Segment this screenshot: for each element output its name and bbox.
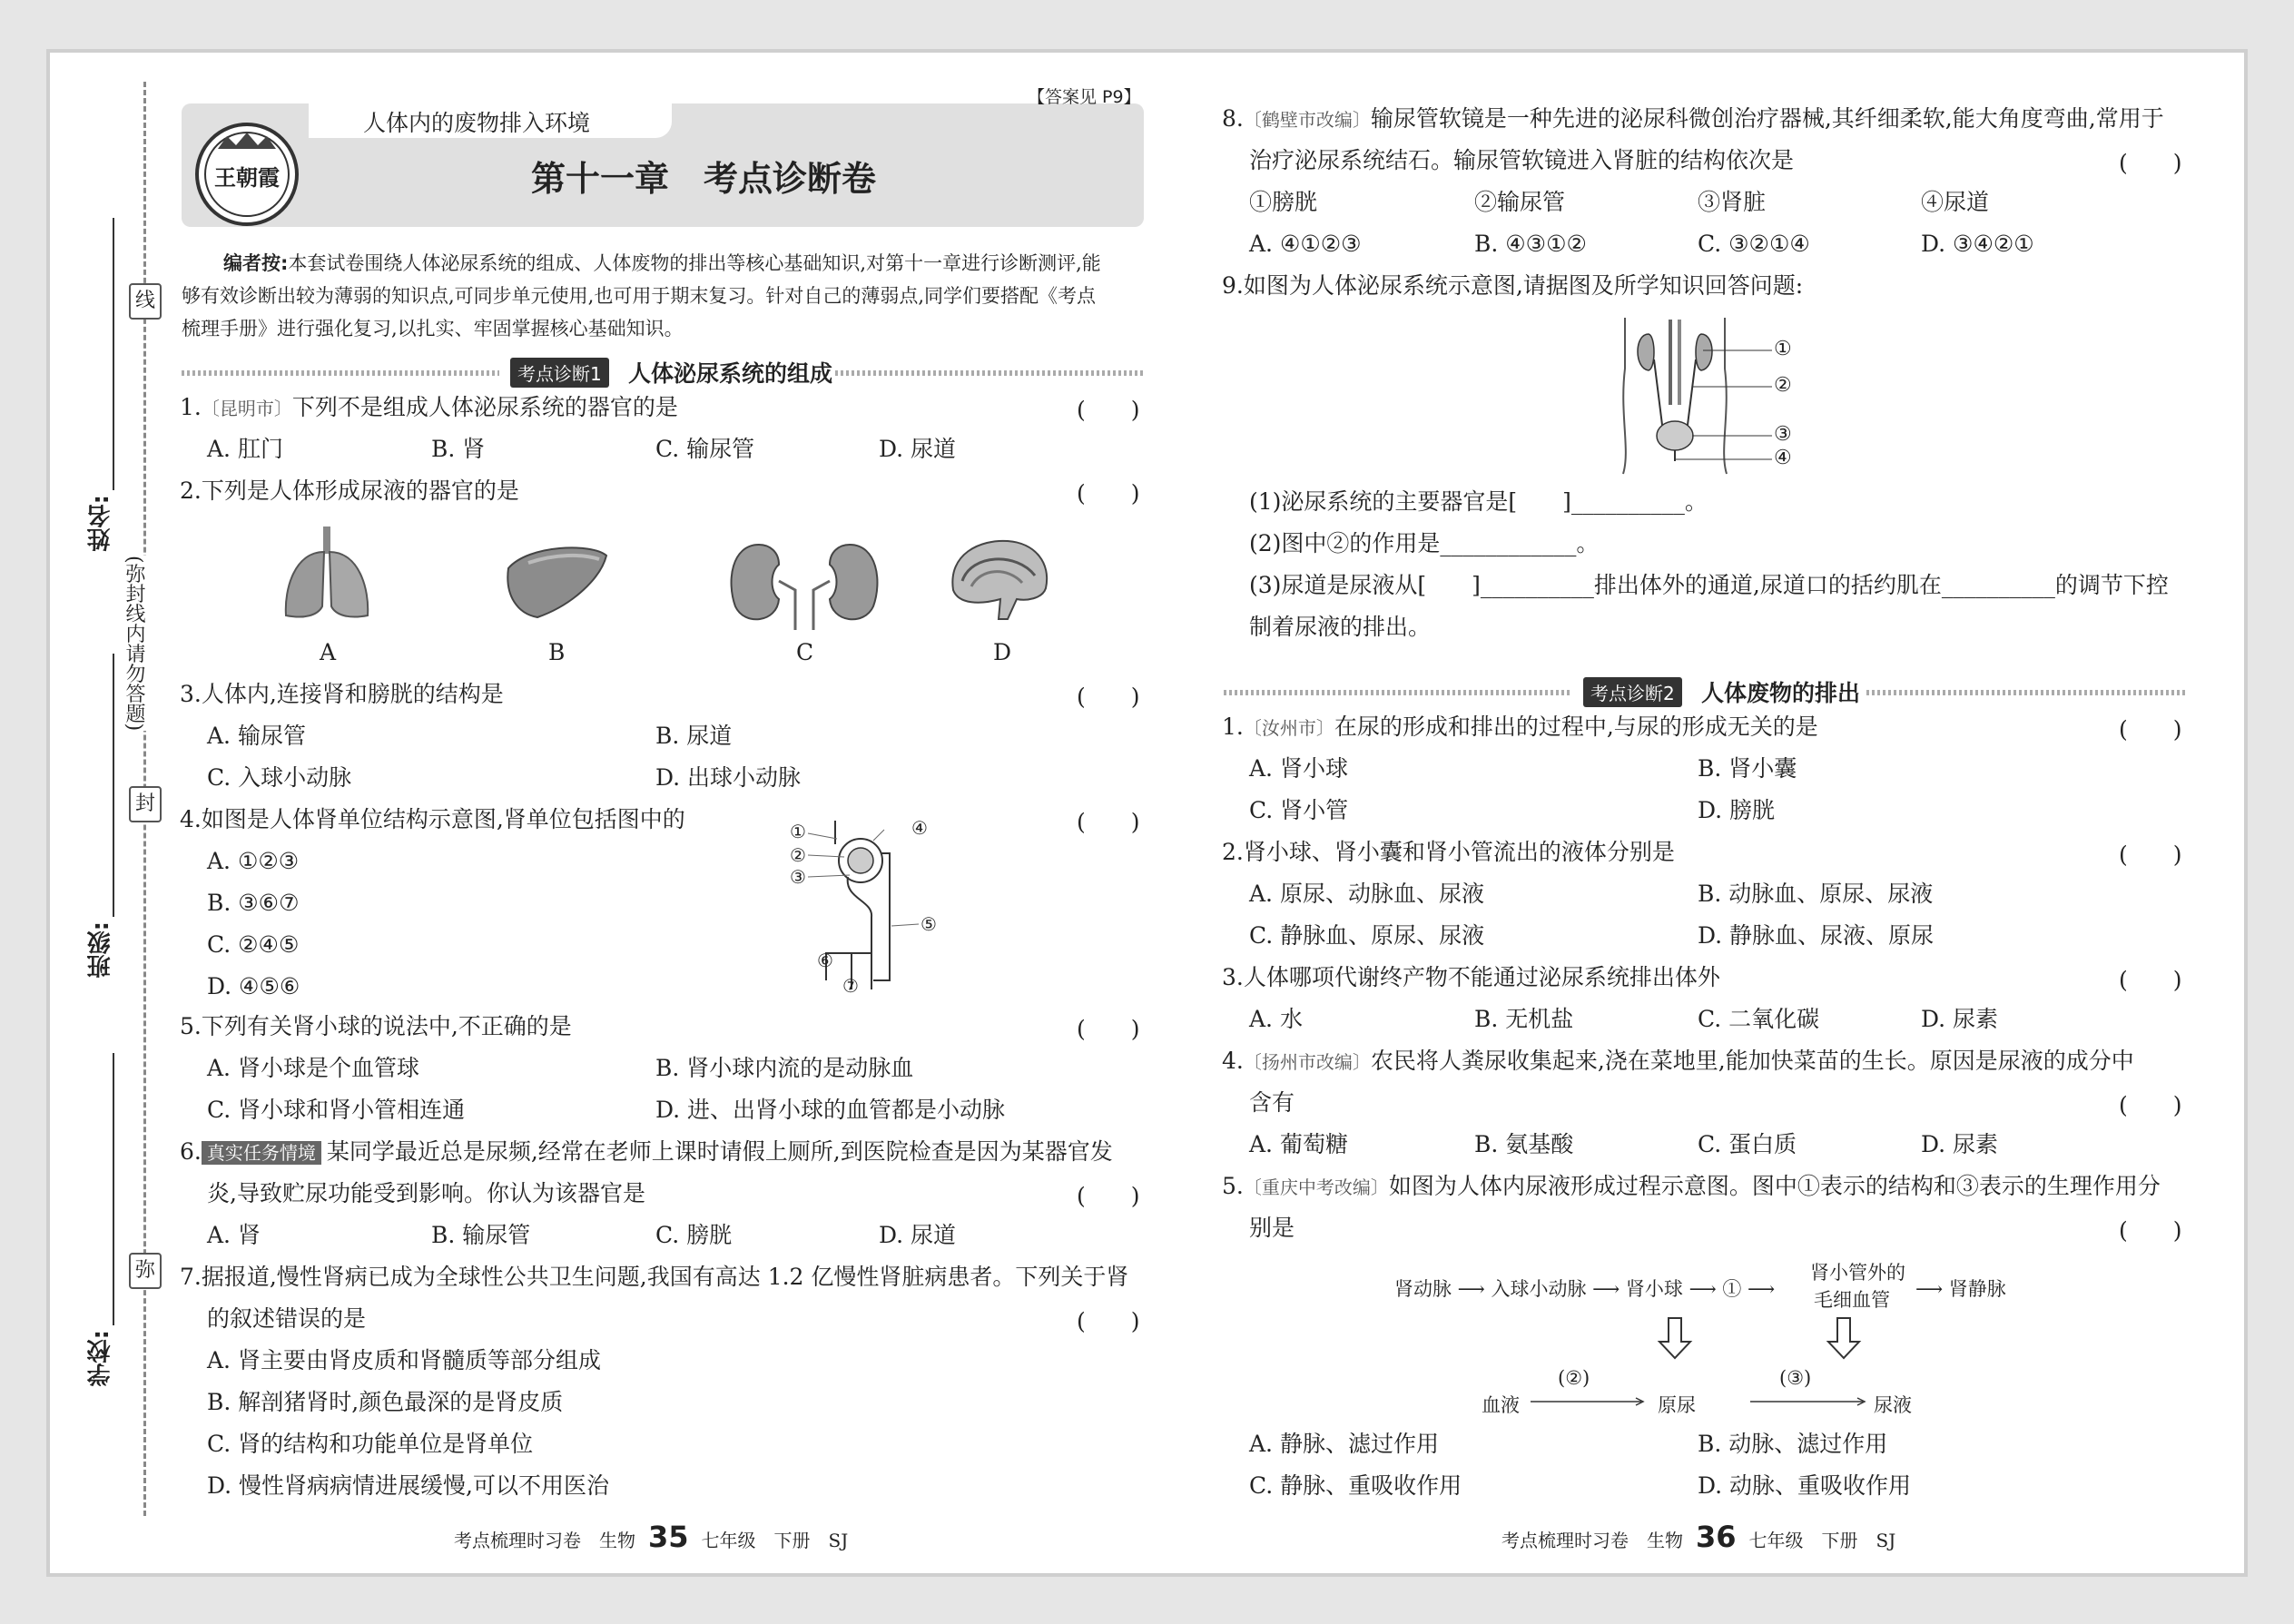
option-s2-3a[interactable]: A. 水 [1249, 1006, 1303, 1032]
answer-blank-s2-3[interactable]: ( ) [2119, 967, 2182, 993]
option-s2-1d[interactable]: D. 膀胱 [1698, 797, 1776, 823]
option-s2-2d[interactable]: D. 静脉血、尿液、原尿 [1698, 922, 1935, 949]
nephron-label-5: ⑤ [921, 913, 937, 935]
option-7a[interactable]: A. 肾主要由肾皮质和肾髓质等部分组成 [207, 1347, 601, 1373]
answer-blank-s2-4[interactable]: ( ) [2119, 1092, 2182, 1118]
question-7-cont: 的叙述错误的是 [207, 1305, 367, 1332]
option-1c[interactable]: C. 输尿管 [655, 436, 755, 462]
option-3b[interactable]: B. 尿道 [655, 723, 733, 749]
question-2: 2.下列是人体形成尿液的器官的是 [180, 477, 519, 504]
question-s2-4-cont: 含有 [1249, 1089, 1295, 1116]
option-s2-5d[interactable]: D. 动脉、重吸收作用 [1698, 1472, 1912, 1499]
page-number-right: 36 [1696, 1520, 1737, 1554]
answer-reference: 【答案见 P9】 [1028, 87, 1141, 107]
answer-blank-1[interactable]: ( ) [1077, 397, 1140, 423]
nephron-label-3: ③ [790, 866, 806, 888]
flow-end: ⟶ 肾静脉 [1915, 1278, 2006, 1300]
page-title: 第十一章 考点诊断卷 [531, 159, 877, 199]
option-1a[interactable]: A. 肛门 [207, 436, 283, 462]
option-8b[interactable]: B. ④③①② [1474, 231, 1587, 257]
option-8a[interactable]: A. ④①②③ [1249, 231, 1362, 257]
school-label: 学校: [87, 1330, 114, 1387]
option-7c[interactable]: C. 肾的结构和功能单位是肾单位 [207, 1431, 534, 1457]
item-8-3: ③肾脏 [1698, 189, 1767, 215]
section-title-2: 人体废物的排出 [1701, 680, 1861, 706]
question-6-cont: 炎,导致贮尿功能受到影响。你认为该器官是 [207, 1180, 645, 1206]
answer-blank-s2-5[interactable]: ( ) [2119, 1217, 2182, 1244]
section-title-1: 人体泌尿系统的组成 [628, 360, 833, 387]
option-3c[interactable]: C. 入球小动脉 [207, 764, 352, 791]
section-badge-1: 考点诊断1 [510, 358, 609, 388]
option-s2-2c[interactable]: C. 静脉血、原尿、尿液 [1249, 922, 1485, 949]
item-8-2: ②输尿管 [1474, 189, 1566, 215]
kidneys-image [723, 536, 886, 634]
footer-left: 考点梳理时习卷 生物 35 七年级 下册 SJ [454, 1520, 849, 1554]
option-s2-1b[interactable]: B. 肾小囊 [1698, 755, 1797, 782]
urinary-label-2: ② [1774, 374, 1792, 397]
publisher-logo [191, 118, 303, 231]
question-5: 5.下列有关肾小球的说法中,不正确的是 [180, 1013, 572, 1039]
option-1b[interactable]: B. 肾 [431, 436, 486, 462]
option-4c[interactable]: C. ②④⑤ [207, 931, 300, 958]
nephron-label-1: ① [790, 821, 806, 842]
option-s2-4d[interactable]: D. 尿素 [1921, 1131, 1999, 1157]
question-8-cont: 治疗泌尿系统结石。输尿管软镜进入肾脏的结构依次是 [1249, 147, 1795, 173]
binding-mark-line: 线 [129, 283, 162, 320]
nephron-label-4: ④ [911, 817, 928, 839]
question-4: 4.如图是人体肾单位结构示意图,肾单位包括图中的 [180, 806, 685, 832]
option-6c[interactable]: C. 膀胱 [655, 1222, 733, 1248]
question-8: 8.〔鹤壁市改编〕输尿管软镜是一种先进的泌尿科微创治疗器械,其纤细柔软,能大角度弯曲,常用于 [1222, 105, 2164, 132]
item-8-1: ①膀胱 [1249, 189, 1318, 215]
option-s2-2b[interactable]: B. 动脉血、原尿、尿液 [1698, 881, 1934, 907]
question-9-sub2[interactable]: (2)图中②的作用是____________。 [1249, 530, 1600, 556]
urinary-label-4: ④ [1774, 447, 1792, 469]
brain-image [944, 536, 1053, 630]
label-2d: D [993, 639, 1012, 665]
name-label: 姓名: [87, 495, 114, 552]
header-subtitle: 人体内的废物排入环境 [363, 110, 591, 136]
question-s2-3: 3.人体哪项代谢终产物不能通过泌尿系统排出体外 [1222, 964, 1720, 990]
option-s2-3d[interactable]: D. 尿素 [1921, 1006, 1999, 1032]
option-7b[interactable]: B. 解剖猪肾时,颜色最深的是肾皮质 [207, 1389, 564, 1415]
question-s2-5: 5.〔重庆中考改编〕如图为人体内尿液形成过程示意图。图中①表示的结构和③表示的生理作用分 [1222, 1173, 2161, 1199]
class-field[interactable] [113, 654, 114, 917]
answer-blank-2[interactable]: ( ) [1077, 480, 1140, 507]
option-s2-4c[interactable]: C. 蛋白质 [1698, 1131, 1797, 1157]
label-2c: C [796, 639, 814, 665]
question-9-sub3[interactable]: (3)尿道是尿液从[ ]__________排出体外的通道,尿道口的括约肌在__________的调节下控 [1249, 572, 2169, 598]
option-7d[interactable]: D. 慢性肾病病情进展缓慢,可以不用医治 [207, 1472, 609, 1499]
name-field[interactable] [113, 218, 114, 490]
answer-blank-5[interactable]: ( ) [1077, 1016, 1140, 1042]
question-s2-1: 1.〔汝州市〕在尿的形成和排出的过程中,与尿的形成无关的是 [1222, 714, 1818, 740]
flow-capillary-1: 肾小管外的 [1810, 1262, 1905, 1284]
option-5b[interactable]: B. 肾小球内流的是动脉血 [655, 1055, 914, 1081]
editor-note-line3: 梳理手册》进行强化复习,以扎实、牢固掌握核心基础知识。 [182, 318, 684, 340]
section-header-1 [182, 356, 1144, 389]
option-s2-5c[interactable]: C. 静脉、重吸收作用 [1249, 1472, 1462, 1499]
nephron-label-7: ⑦ [842, 975, 859, 997]
question-3: 3.人体内,连接肾和膀胱的结构是 [180, 681, 504, 707]
answer-blank-s2-2[interactable]: ( ) [2119, 842, 2182, 868]
binding-note: (弥封线内请勿答题) [120, 556, 147, 731]
answer-blank-8[interactable]: ( ) [2119, 150, 2182, 176]
answer-blank-6[interactable]: ( ) [1077, 1183, 1140, 1209]
option-s2-3c[interactable]: C. 二氧化碳 [1698, 1006, 1820, 1032]
option-4b[interactable]: B. ③⑥⑦ [207, 890, 300, 916]
class-label: 班级: [87, 921, 114, 979]
option-6a[interactable]: A. 肾 [207, 1222, 261, 1248]
flow-capillary-2: 毛细血管 [1814, 1289, 1890, 1311]
question-9-sub1[interactable]: (1)泌尿系统的主要器官是[ ]__________。 [1249, 488, 1708, 515]
question-s2-2: 2.肾小球、肾小囊和肾小管流出的液体分别是 [1222, 839, 1675, 865]
option-4a[interactable]: A. ①②③ [207, 848, 300, 874]
flow-blood: 血液 [1482, 1394, 1520, 1416]
question-1: 1.〔昆明市〕下列不是组成人体泌尿系统的器官的是 [180, 394, 678, 420]
editor-note-line2: 够有效诊断出较为薄弱的知识点,可同步单元使用,也可用于期末复习。针对自己的薄弱点,同学们要搭配《考点 [182, 285, 1097, 307]
nephron-label-2: ② [790, 844, 806, 866]
section-badge-2: 考点诊断2 [1583, 677, 1682, 707]
school-field[interactable] [113, 1053, 114, 1325]
answer-blank-7[interactable]: ( ) [1077, 1308, 1140, 1334]
question-6: 6. 真实任务情境 某同学最近总是尿频,经常在老师上课时请假上厕所,到医院检查是因为某器官发 [180, 1138, 1113, 1165]
logo-text: 王朝霞 [214, 164, 280, 191]
answer-blank-3[interactable]: ( ) [1077, 684, 1140, 710]
flow-row-1: 肾动脉 ⟶ 入球小动脉 ⟶ 肾小球 ⟶ ① ⟶ [1394, 1278, 1776, 1300]
label-2b: B [548, 639, 566, 665]
lungs-image [277, 525, 377, 628]
urinary-label-1: ① [1774, 338, 1792, 360]
option-3a[interactable]: A. 输尿管 [207, 723, 306, 749]
option-8d[interactable]: D. ③④②① [1921, 231, 2034, 257]
section-header-2 [1224, 675, 2186, 708]
question-7: 7.据报道,慢性肾病已成为全球性公共卫生问题,我国有高达 1.2 亿慢性肾脏病患者。下列关于肾 [180, 1264, 1129, 1290]
flow-primary-urine: 原尿 [1658, 1394, 1696, 1416]
option-s2-2a[interactable]: A. 原尿、动脉血、尿液 [1249, 881, 1484, 907]
option-6b[interactable]: B. 输尿管 [431, 1222, 531, 1248]
option-s2-4a[interactable]: A. 葡萄糖 [1249, 1131, 1348, 1157]
real-task-badge: 真实任务情境 [202, 1141, 321, 1165]
nephron-diagram [790, 817, 953, 999]
option-6d[interactable]: D. 尿道 [879, 1222, 957, 1248]
option-s2-1a[interactable]: A. 肾小球 [1249, 755, 1348, 782]
option-s2-5b[interactable]: B. 动脉、滤过作用 [1698, 1431, 1888, 1457]
editor-note-label: 编者按: [223, 252, 289, 274]
question-9: 9.如图为人体泌尿系统示意图,请据图及所学知识回答问题: [1222, 272, 1804, 299]
urinary-system-diagram [1616, 314, 1797, 477]
option-5c[interactable]: C. 肾小球和肾小管相连通 [207, 1097, 466, 1123]
liver-image [501, 541, 610, 626]
flow-urine: 尿液 [1874, 1394, 1912, 1416]
binding-mark-seal: 封 [129, 786, 162, 822]
answer-blank-s2-1[interactable]: ( ) [2119, 716, 2182, 743]
question-9-sub3-cont: 制着尿液的排出。 [1249, 614, 1432, 640]
editor-note [182, 247, 1144, 345]
urine-formation-flow [1394, 1258, 2048, 1422]
footer-right: 考点梳理时习卷 生物 36 七年级 下册 SJ [1501, 1520, 1896, 1554]
option-s2-3b[interactable]: B. 无机盐 [1474, 1006, 1574, 1032]
option-4d[interactable]: D. ④⑤⑥ [207, 973, 300, 999]
option-s2-5a[interactable]: A. 静脉、滤过作用 [1249, 1431, 1439, 1457]
option-s2-4b[interactable]: B. 氨基酸 [1474, 1131, 1574, 1157]
option-5d[interactable]: D. 进、出肾小球的血管都是小动脉 [655, 1097, 1006, 1123]
option-s2-1c[interactable]: C. 肾小管 [1249, 797, 1349, 823]
option-8c[interactable]: C. ③②①④ [1698, 231, 1810, 257]
option-5a[interactable]: A. 肾小球是个血管球 [207, 1055, 419, 1081]
binding-mark-mi: 弥 [129, 1253, 162, 1289]
item-8-4: ④尿道 [1921, 189, 1990, 215]
page-number-left: 35 [648, 1520, 689, 1554]
answer-blank-4[interactable]: ( ) [1077, 809, 1140, 835]
question-s2-5-cont: 别是 [1249, 1215, 1295, 1241]
label-2a: A [320, 639, 337, 665]
option-3d[interactable]: D. 出球小动脉 [655, 764, 802, 791]
nephron-label-6: ⑥ [817, 950, 833, 971]
editor-note-line1: 本套试卷围绕人体泌尿系统的组成、人体废物的排出等核心基础知识,对第十一章进行诊断测评,能 [288, 252, 1101, 274]
urinary-label-3: ③ [1774, 423, 1792, 446]
question-s2-4: 4.〔扬州市改编〕农民将人粪尿收集起来,浇在菜地里,能加快菜苗的生长。原因是尿液的成分中 [1222, 1048, 2134, 1074]
flow-step-3: (③) [1779, 1367, 1812, 1389]
option-1d[interactable]: D. 尿道 [879, 436, 957, 462]
flow-step-2: (②) [1558, 1367, 1590, 1389]
